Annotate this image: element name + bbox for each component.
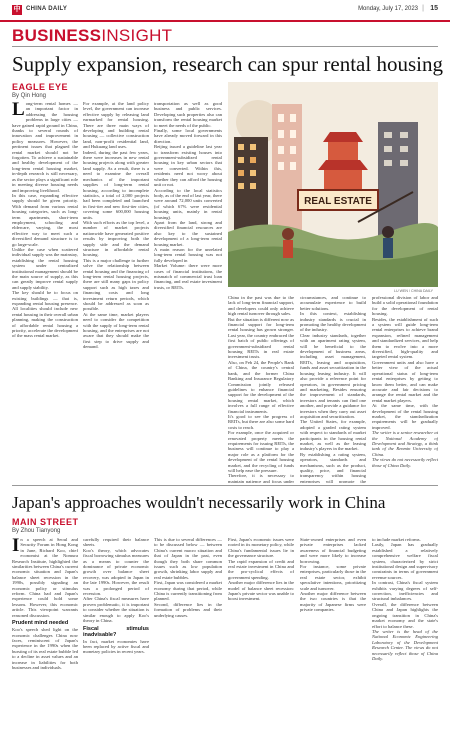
article1-headline: Supply expansion, research can spur rental housing [12,52,443,76]
article2-col6-p2: Lastly, Japan has gradually established a relatively comprehensive welfare fiscal system, characterized by strict institutional design and supervisory constraints in terms of government revenue sources. [372,542,438,580]
article1-col4-p4: It's good to see the progress of REITs, but there are also some hard costs to reach. [228,413,294,430]
article1-kicker: EAGLE EYE [12,82,69,92]
article2-author-note: The writer is the head of the National Economic Engineering Laboratory of the Development Research Center. The views do not necessarily reflect those of China Daily. [372,628,438,661]
section-rule [12,46,438,47]
section-title-light: INSIGHT [101,26,173,45]
article1-column-5 [300,295,366,483]
separator: | [422,5,424,12]
article1-col2-p3: With such efforts as the top level, a number of market projects nationwide have generated positive results by improving both the supply side and the demand structure in affordable rental housing. [83,219,149,258]
article1-col5-p5: By establishing a rating system, operators, standards and mechanisms, such as the product, quality, price, and financial transparency within housing enterprises will promote the [300,451,366,483]
article2-column-6 [372,537,438,742]
section-title-bold: BUSINESS [12,26,102,45]
article1-col4-p3: Also, on Feb 24, the People's Bank of China, the country's central bank, and the former China Banking and Insurance Regulatory Commission jointly released guidelines to enhance financial support for the development of the housing rental market, which involves a full range of effective financial instruments. [228,359,294,414]
article1-column-3 [154,101,222,483]
article2-col4-p1: First, Japan's economic issues were rooted in its monetary policy, while China's fundamental issues lie in the governance structure. [228,537,294,559]
article2-col5-p2: For instance, some private enterprises, particularly those in the real estate sector, exhibit speculative intentions, prioritizing scale and turnover. [300,564,366,591]
article1-col5-p4: The United States, for example, adopted a graded rating system with respect to standards of market participants in the housing rental market, as well as the leasing industry's players in the market. [300,419,366,452]
article1-col4-p2: But the situation is different now as financial support for long-term rental housing has grown stronger. Last year, the country embraced the first batch of public offerings of government-subsidized rental housing REITs in real estate investment trusts. [228,316,294,360]
article1-col5-p2: In this context, establishing industry standards is crucial in promoting the healthy development of the industry. [300,311,366,333]
article1-disclaimer: The views do not necessarily reflect those of China Daily. [372,457,438,468]
page-number: 15 [430,5,438,12]
article1-col1-p3: Unlike the case when scattered individual supply was the mainstay, establishing the rental housing system under centralized institutional management should be the main source of supply, as this can greatly improve rental supply and supply stability. [12,246,78,290]
article1-column-4 [228,295,294,483]
article1-col5-p3: Clear industry standards, together with an apartment rating system, will be beneficial to the development of business areas, including asset management, REITs, leasing and acquisition, funds and asset securitization in the housing leasing industry. It will also provide a reference point for operators, in government pricing and marketing, Besides ensuring the improvement of standards, investors and tenants can find one another, and provide a guidance for investors when they carry out asset acquisition and securitization. [300,332,366,419]
article1-col2-p1: For example, at the land policy level, the government can increase effective supply by releasing land earmarked for rental housing. There are three main ways of developing and building rental housing — collective construction land, non-profit residential land, and Hukuang land uses. [83,101,149,150]
article1-col3-p3: Beijing issued a guideline last year to transform existing houses into government-subsidized rental housing in key urban sectors that were converted. Within this, residents need not worry about whether they can afford the housing unit or not. [154,144,222,188]
article1-col3-p7: Market Volume: there were more cases of financial institutions, the mismatch of commercial trust loan financing, and real estate investment trusts, or REITs. [154,263,222,290]
article1-col1-p4: The key should be to focus on existing buildings — that is, expanding rental housing presence. All localities should include new rental housing in their overall urban planning, making the construction of affordable rental housing a priority, accelerate the development of the mass rental market. [12,290,78,339]
article2-byline: By Zhou Tianyong [12,528,61,534]
article2-col3-p1: This is due to several differences — to be discussed below — between China's current macro situation and that of Japan in the past, even though they both share common issues such as low population growth, shrinking labor supply and real estate bubbles. [154,537,222,580]
article2-col6-p4: Overall, the difference between China and Japan highlights the ongoing transition in China's market economy and the state's effort to balance these. [372,601,438,629]
article2-col1-p1: n a speech at Seoul and Security Forum in Hong Kong in June, Richard Koo, chief economist at the Nomura Research Institute, highlighted the similarities between China's current economic situation and Japan's balance sheet recession in the 1990s, possibly signaling an economic policy or stimulus reform. China had and Japan's experience could hold some lessons. However, this economic article. This viewpoint warrants reasoned discussion. [12,537,78,618]
article1-col1-p2: In this case, expanding effective supply should be given priority. With demand from various rental housing categories, such as long-term apartments, short-term employment, schooling and eldercare, varying, the most effective way to meet such a diversified demand structure is to go large-scale. [12,192,78,247]
article2-column-1 [12,537,78,742]
article2-subhead-2: Fiscal stimulus inadvisable? [83,625,149,638]
article-divider [12,485,438,486]
article1-col3-p2: Finally, some local governments have already moved forward in this direction. [154,128,222,144]
article2-col3-p2: First, Japan was considered a market economy during that period, while China is currently transitioning from planned. [154,580,222,602]
drop-cap: L [12,101,25,120]
article2-col1-p2: Koo's speech shed light on the economic challenges China now faces, reminiscent of Japan's experience in the 1990s when the bursting of its real estate bubble led to a decline in asset values and an increase in liabilities for both businesses and individuals. [12,627,78,670]
article1-col6-p2: Besides, the establishment of such a system will guide long-term rental enterprises to achieve brand expansion, refined management and standardized services, and help them to evolve into a more diversified, high-quality and targeted rental system. [372,316,438,360]
article1-col2-p2: Indeed, during the past few years, there were increases in new rental housing projects along with greater land supply. As a result, there is a need to examine the overall mechanics of the important supplies of long-term rental housing, according to incomplete statistics, a total of 2,000 projects had been completed and launched in first-tier and new first-tier cities, covering some 600,000 housing units. [83,149,149,220]
article1-col2-p5: At the same time, market players need to consider the competition with the supply of long-term rental housing, and the enterprises are not aware that they should make the first step to drive supply and demand. [83,311,149,350]
issue-date: Monday, July 17, 2023 [358,6,418,12]
article1-author-note: The writer is a senior researcher at the National Academy of Development and Strategy, a think tank of the Renmin University of China. [372,430,438,457]
article2-col2-p4: In fact, market economies have been replaced by active fiscal and monetary policies in recent years. [83,638,149,655]
masthead [0,0,450,22]
article2-col4-p2: The rapid expansion of credit and real estate investment in China and the pro-cyclical effects of government spending. [228,558,294,580]
article2-headline: Japan's approaches wouldn't necessarily work in China [12,493,386,512]
article1-column-2 [83,101,149,483]
article1-byline: By Qin Hong [12,93,47,99]
drop-cap-2: I [12,537,20,556]
sign-text: REAL ESTATE [304,196,372,207]
article1-col3-p1: transportation as well as good business and public services. Developing such properties also can transform the rental housing market to meet the needs of the public. [154,101,222,128]
article1-column-1 [12,101,78,483]
article2-column-5 [300,537,366,742]
china-daily-logo-icon: 中 [13,6,21,13]
article2-col6-p1: to include market reforms. [372,537,421,542]
article1-col2-p4: This is a major challenge to further solve the relationship between rental housing and the financing of long-term rental housing projects, there are still many gaps in policy support such as high taxes and financing costs and long investment return periods, which should be addressed as soon as possible. [83,257,149,312]
article2-col2-p1: carefully required their balance sheets. [83,537,149,548]
article2-col5-p3: Another major difference between the two countries is that the majority of Japanese firms were private companies. [300,591,366,613]
illustration-credit: LU WEN / CHINA DAILY [394,289,434,293]
article1-col3-p5: Apart from the land, strong and diversified financial resources are also key to the sustained development of a long-term rental housing market. [154,219,222,247]
article1-col3-p6: A main reason for the unrelated long-term rental housing was not fully developed in [154,246,222,263]
article2-column-3 [154,537,222,742]
article2-col2-p3: After China's fiscal measures have proven problematic, it is important to consider whether the situation is similar enough to apply Koo's theory in China. [83,596,149,624]
article2-col6-p3: In contrast, China's fiscal system exhibits varying degrees of self-correction, inefficiencies and structural imbalances. [372,580,438,602]
article2-column-4 [228,537,294,742]
article2-kicker: MAIN STREET [12,517,79,527]
article2-col4-p3: Another major difference lies in the model of balance sheet recession: Japan's private sector was unable to boost investment. [228,580,294,602]
article1-column-6 [372,295,438,483]
section-title [12,26,172,46]
article1-col4-p6: Therefore, it is necessary to maintain patience and focus under [228,473,294,483]
paper-name: CHINA DAILY [26,6,68,12]
article2-col3-p3: Second, difference lies in the formation of problems and their underlying causes. [154,601,222,618]
article1-col3-p4: According to the local statistics body, as of the end of last year, there were around 72,000 units converted (of which 67% were residential housing units, mainly in rental housing). [154,187,222,220]
article2-subhead-1: Prudent mind needed [12,620,69,627]
article1-col1-p1: ong-term rental homes — an important factor in addressing the housing problems in large cities — have gained rapid ground in China, thanks to several rounds of innovation and improvement in policy measures. However, the pertinent issues that plagued the rental market should not be forgotten. To achieve a sustainable and healthy development of the long-term rental housing market, in-depth research is still necessary, as the sector plays a significant role in meeting diverse housing needs and improving livelihood. [12,101,78,193]
article1-col6-p3: Government units and also have a better view of the actual operational status of long-term rental enterprises by getting to know them better, and can make accurate and fair decisions to arrange the rental market and the rental market players. [372,359,438,403]
article1-col4-p1: China in the past was due to the lack of long-term financial support, and developers could only achieve high rental turnover through sales. [228,295,294,317]
article2-column-2 [83,537,149,742]
article1-illustration [228,82,438,287]
article1-col6-p4: At the same time, with the development of the rental housing market, the standardization requirements will be gradually improved. [372,403,438,430]
article1-col4-p5: For example, once the acquired or renovated property meets the requirements for issuing REITs, the business will continue to play a major role as a platform for the development of the rental housing market, and the recycling of funds will help ease the pressure. [228,430,294,473]
article2-col2-p2: Koo's theory, which advocates fiscal borrowing stimulus measures as a means to counter the dominance of private economic growth over balance sheet recovery, was adopted in Japan in the late 1990s. However, the result was a prolonged period of recession. [83,547,149,597]
real-estate-illustration-icon [228,82,438,287]
article1-col6-p1: professional division of labor and build a solid operational foundation for the development of rental housing. [372,295,438,317]
article2-col5-p1: State-owned enterprises and even private enterprises lacked awareness of financial budgeting and were more likely to increase borrowing. [300,537,366,564]
article1-col5-p1: circumstances, and continue to accumulate experience to build better solutions. [300,295,366,311]
